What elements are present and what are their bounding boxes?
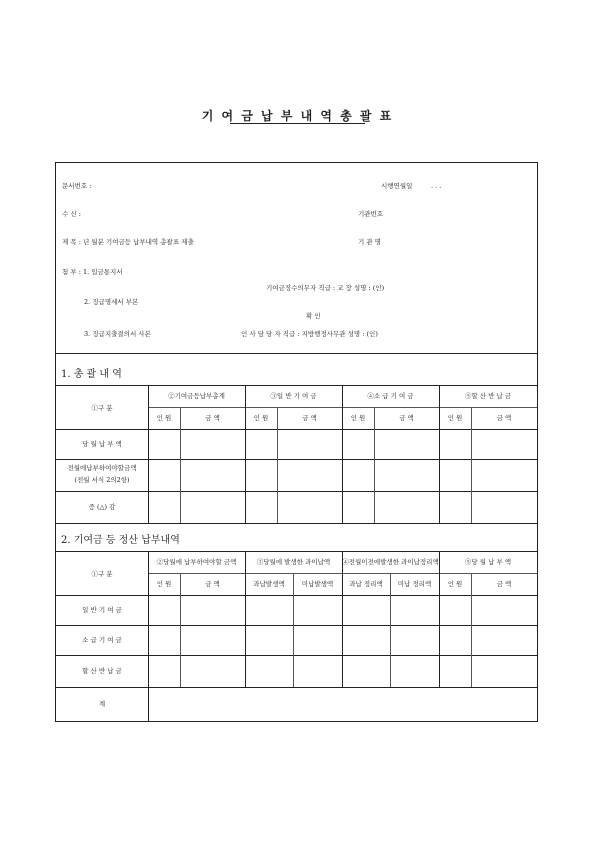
recipient-label: 수 신 : [62,210,81,218]
s1-category-header: ①구 분 [91,404,113,412]
date-label: 시행연월일 [381,182,413,190]
subject-label: 제 목 : 년 월분 기여금등 납부내역 총괄표 제출 [62,238,194,246]
s2-group-header: ③당월에 발생한 과이납액 [256,558,331,566]
sub-header: 인 원 [156,414,172,422]
s2-row-label: 일 반 기 여 금 [82,606,122,614]
attach-item-3: 3. 징급지출결의서 사본 [84,330,151,338]
section1-heading: 1. 총 괄 내 역 [61,369,122,380]
sub-header: 인 원 [253,414,269,422]
s1-group-header: ④소 급 기 여 금 [367,392,414,400]
s1-group-header: ⑤할 산 반 납 금 [464,392,512,400]
section2-heading: 2. 기여금 등 정산 납부내역 [61,535,180,546]
sub-header: 인 원 [350,414,366,422]
s2-group-header: ⑤당 월 납 부 액 [464,558,512,566]
sub-header: 미납 정리액 [397,580,432,588]
sub-header: 금 액 [205,580,220,588]
sub-header: 과납 정리액 [349,580,383,588]
s2-row-label: 계 [98,700,106,708]
sub-header: 금 액 [399,414,414,422]
attach-label: 첨 부 : 1. 입금통지서 [62,268,123,276]
s2-row-label: 소 급 기 여 금 [82,636,122,644]
s2-row-label: 할 산 반 납 금 [82,667,122,675]
officer-label: 인 사 담 당 자 직급 : 지방행정사무관 성명 : (인) [241,330,378,338]
sub-header: 인 원 [156,580,172,588]
divider [56,353,537,354]
sub-header: 금 액 [205,414,220,422]
date-value: . . . [431,182,442,190]
form-frame [55,162,538,722]
agency-code-label: 기관번호 [358,210,384,218]
s1-row-label: (전월 서식 2의2항) [74,476,130,484]
s2-group-header: ④전월이전에발생한 과이납정리액 [342,558,439,566]
sub-header: 금 액 [302,414,317,422]
sub-header: 미납발생액 [301,580,334,588]
s1-row-label: 증 (△) 감 [88,503,116,511]
collector-label: 기여금징수의무자 직급 : 교 장 성명 : (인) [266,284,385,292]
s1-row-label: 전월에납부하여야할금액 [67,464,137,472]
s2-group-header: ②당월에 납부하여야할 금액 [156,558,237,566]
sub-header: 금 액 [496,414,512,422]
s1-group-header: ③일 반 기 여 금 [270,392,317,400]
confirm-label: 확 인 [306,312,321,320]
sub-header: 인 원 [447,580,463,588]
s1-group-header: ②기여금등납부총계 [168,392,225,400]
sub-header: 과납발생액 [253,580,285,588]
doc-no-label: 문서번호 : [62,182,92,190]
sub-header: 인 원 [447,414,463,422]
agency-name-label: 기 관 명 [358,238,381,246]
divider [56,385,537,386]
document-title: 기 여 금 납 부 내 역 총 괄 표 [201,109,394,123]
title-underline [230,123,365,124]
s1-row-label: 당 월 납 부 액 [82,440,122,448]
sub-header: 금 액 [496,580,512,588]
s2-category-header: ①구 분 [91,570,113,578]
attach-item-2: 2. 징급명세서 부본 [84,298,139,306]
